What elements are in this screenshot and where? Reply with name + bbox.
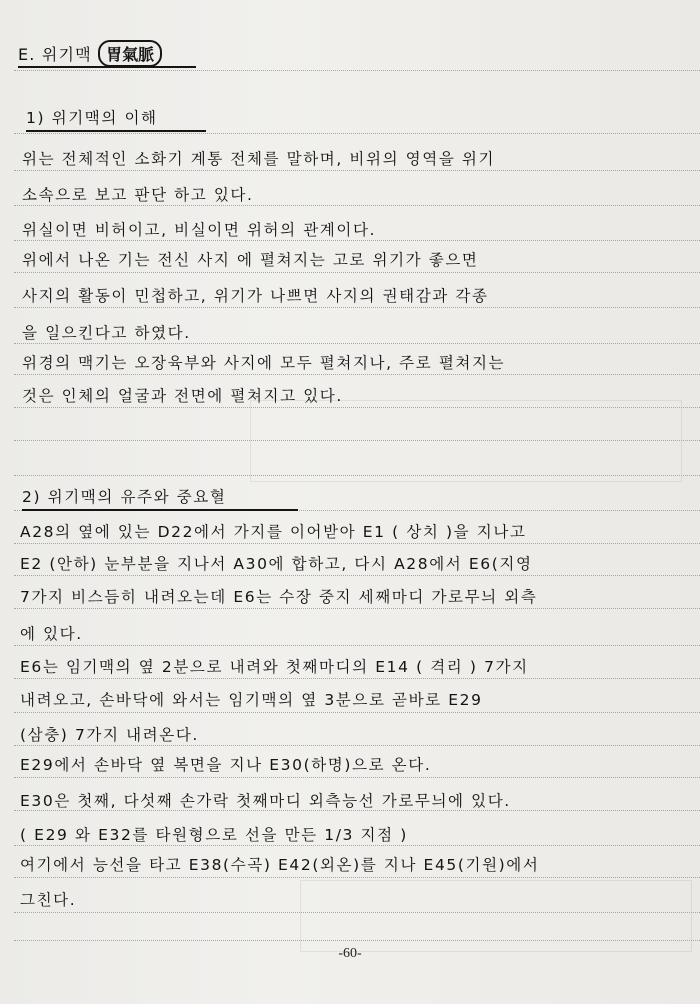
section1-line: 소속으로 보고 판단 하고 있다. — [22, 186, 254, 204]
title-underline — [18, 66, 196, 68]
section2-line: E29에서 손바닥 옆 복면을 지나 E30(하명)으로 온다. — [20, 756, 432, 774]
ruled-line — [14, 712, 700, 713]
section1-line: 을 일으킨다고 하였다. — [22, 324, 191, 342]
page-title — [18, 40, 162, 67]
section2-line: (삼충) 7가지 내려온다. — [20, 726, 199, 744]
ruled-line — [14, 645, 700, 646]
ruled-line — [14, 912, 700, 913]
ruled-line — [14, 307, 700, 308]
section1-line: 위에서 나온 기는 전신 사지 에 펼쳐지는 고로 위기가 좋으면 — [22, 251, 479, 269]
ruled-line — [14, 343, 700, 344]
ruled-line — [14, 845, 700, 846]
section2-line: A28의 옆에 있는 D22에서 가지를 이어받아 E1 ( 상치 )을 지나고 — [20, 523, 527, 541]
ruled-line — [14, 133, 700, 134]
section1-underline — [26, 130, 206, 132]
section1-line: 사지의 활동이 민첩하고, 위기가 나쁘면 사지의 권태감과 각종 — [22, 287, 489, 305]
ruled-line — [14, 575, 700, 576]
section1-heading: 1) 위기맥의 이해 — [26, 109, 158, 127]
ruled-line — [14, 272, 700, 273]
section2-line: E2 (안하) 눈부분을 지나서 A30에 합하고, 다시 A28에서 E6(지영 — [20, 555, 533, 573]
section2-line: 내려오고, 손바닥에 와서는 임기맥의 옆 3분으로 곧바로 E29 — [20, 691, 483, 709]
ruled-line — [14, 240, 700, 241]
section1-line: 위실이면 비허이고, 비실이면 위허의 관계이다. — [22, 221, 377, 239]
ruled-line — [14, 777, 700, 778]
ruled-line — [14, 374, 700, 375]
section2-line: 여기에서 능선을 타고 E38(수곡) E42(외온)를 지나 E45(기원)에서 — [20, 856, 540, 874]
section1-line: 위경의 맥기는 오장육부와 사지에 모두 펼쳐지나, 주로 펼쳐지는 — [22, 354, 506, 372]
ruled-line — [14, 475, 700, 476]
section2-line: ( E29 와 E32를 타원형으로 선을 만든 1/3 지점 ) — [20, 826, 408, 844]
ruled-line — [14, 608, 700, 609]
ruled-line — [14, 543, 700, 544]
ruled-line — [14, 877, 700, 878]
section2-line: 7가지 비스듬히 내려오는데 E6는 수장 중지 세째마디 가로무늬 외측 — [20, 588, 538, 606]
section1-line: 것은 인체의 얼굴과 전면에 펼쳐지고 있다. — [22, 387, 343, 405]
section2-line: 에 있다. — [20, 625, 83, 643]
section2-heading: 2) 위기맥의 유주와 중요혈 — [22, 488, 227, 506]
section2-line: E30은 첫째, 다섯째 손가락 첫째마디 외측능선 가로무늬에 있다. — [20, 792, 511, 810]
ruled-line — [14, 678, 700, 679]
page-number: -60- — [338, 946, 362, 961]
ruled-line — [14, 70, 700, 71]
section1-line: 위는 전체적인 소화기 계통 전체를 말하며, 비위의 영역을 위기 — [22, 150, 496, 168]
title-text: E. 위기맥 — [18, 45, 92, 64]
ruled-line — [14, 407, 700, 408]
section2-underline — [22, 509, 298, 511]
ruled-line — [14, 940, 700, 941]
section2-line: 그친다. — [20, 891, 77, 909]
ruled-line — [14, 745, 700, 746]
section2-line: E6는 임기맥의 옆 2분으로 내려와 첫째마디의 E14 ( 격리 ) 7가지 — [20, 658, 529, 676]
show-through-table — [300, 880, 692, 952]
ruled-line — [14, 440, 700, 441]
title-hanja: 胃氣脈 — [98, 40, 162, 67]
show-through-grid — [250, 400, 682, 482]
ruled-line — [14, 170, 700, 171]
ruled-line — [14, 205, 700, 206]
